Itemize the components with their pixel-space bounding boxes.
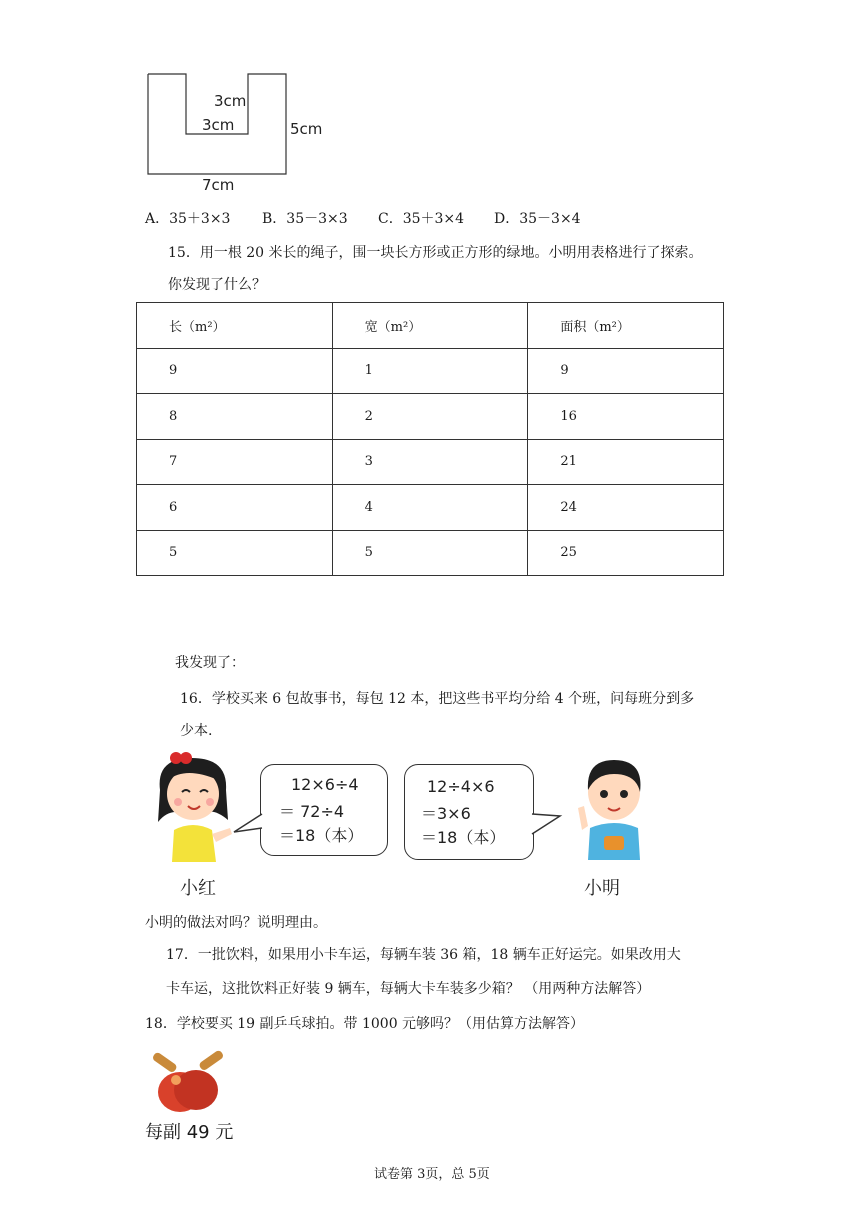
label-3cm-depth: 3cm	[214, 92, 247, 110]
q16-text-line1: 16．学校买来 6 包故事书，每包 12 本，把这些书平均分给 4 个班，问每班分到多	[180, 691, 695, 707]
label-5cm: 5cm	[290, 120, 323, 138]
cell-area: 9	[528, 348, 724, 394]
cell-length: 9	[137, 348, 333, 394]
cell-length: 5	[137, 530, 333, 576]
option-b: B．35－3×3	[262, 211, 348, 227]
header-width: 宽（m²）	[332, 303, 528, 349]
label-3cm-width: 3cm	[202, 116, 235, 134]
exploration-table	[136, 302, 724, 576]
xiaoming-step-3: ＝18（本）	[421, 828, 506, 847]
ping-pong-paddles-icon	[146, 1046, 230, 1118]
xiaoming-speech-bubble	[404, 764, 534, 860]
option-c: C．35＋3×4	[378, 211, 465, 227]
table-header-row	[137, 303, 724, 349]
q16-text-line2: 少本.	[180, 723, 213, 739]
cell-length: 7	[137, 439, 333, 485]
price-label: 每副 49 元	[145, 1122, 234, 1143]
table-row	[137, 348, 724, 394]
table-row	[137, 439, 724, 485]
q17-text-line1: 17．一批饮料，如果用小卡车运，每辆车装 36 箱，18 辆车正好运完。如果改用大	[166, 947, 681, 963]
cell-length: 6	[137, 485, 333, 531]
xiaoming-illustration	[570, 752, 652, 862]
cell-length: 8	[137, 394, 333, 440]
cell-area: 25	[528, 530, 724, 576]
xiaoming-name: 小明	[584, 878, 620, 899]
header-length: 长（m²）	[137, 303, 333, 349]
table-row	[137, 530, 724, 576]
q15-text-line2: 你发现了什么？	[168, 277, 266, 293]
option-d: D．35－3×4	[494, 211, 581, 227]
option-a: A．35＋3×3	[145, 211, 231, 227]
cell-area: 21	[528, 439, 724, 485]
table-row	[137, 394, 724, 440]
cell-width: 3	[332, 439, 528, 485]
q17-text-line2: 卡车运，这批饮料正好装 9 辆车，每辆大卡车装多少箱？ （用两种方法解答）	[166, 981, 651, 997]
page-footer: 试卷第 3页，总 5页	[374, 1167, 490, 1182]
found-label: 我发现了：	[175, 655, 245, 671]
cell-width: 1	[332, 348, 528, 394]
cell-area: 24	[528, 485, 724, 531]
cell-width: 2	[332, 394, 528, 440]
header-area: 面积（m²）	[528, 303, 724, 349]
xiaohong-speech-bubble	[260, 764, 388, 856]
xiaohong-name: 小红	[180, 878, 216, 899]
xiaohong-step-1: 12×6÷4	[291, 775, 359, 794]
q18-text: 18．学校要买 19 副乒乓球拍。带 1000 元够吗？（用估算方法解答）	[145, 1016, 585, 1032]
q15-text-line1: 15．用一根 20 米长的绳子，围一块长方形或正方形的绿地。小明用表格进行了探索。	[168, 245, 703, 261]
table-row	[137, 485, 724, 531]
cell-width: 4	[332, 485, 528, 531]
label-7cm: 7cm	[202, 176, 235, 194]
xiaohong-bubble-tail	[232, 810, 264, 840]
u-shape-figure	[140, 68, 340, 198]
xiaohong-step-2: ＝ 72÷4	[279, 802, 345, 821]
cell-area: 16	[528, 394, 724, 440]
xiaoming-bubble-tail	[530, 808, 564, 840]
xiaohong-step-3: ＝18（本）	[279, 826, 364, 845]
cell-width: 5	[332, 530, 528, 576]
q16-question: 小明的做法对吗？说明理由。	[145, 915, 327, 931]
xiaoming-step-2: ＝3×6	[421, 804, 471, 823]
xiaoming-step-1: 12÷4×6	[427, 777, 495, 796]
xiaohong-illustration	[146, 750, 238, 866]
